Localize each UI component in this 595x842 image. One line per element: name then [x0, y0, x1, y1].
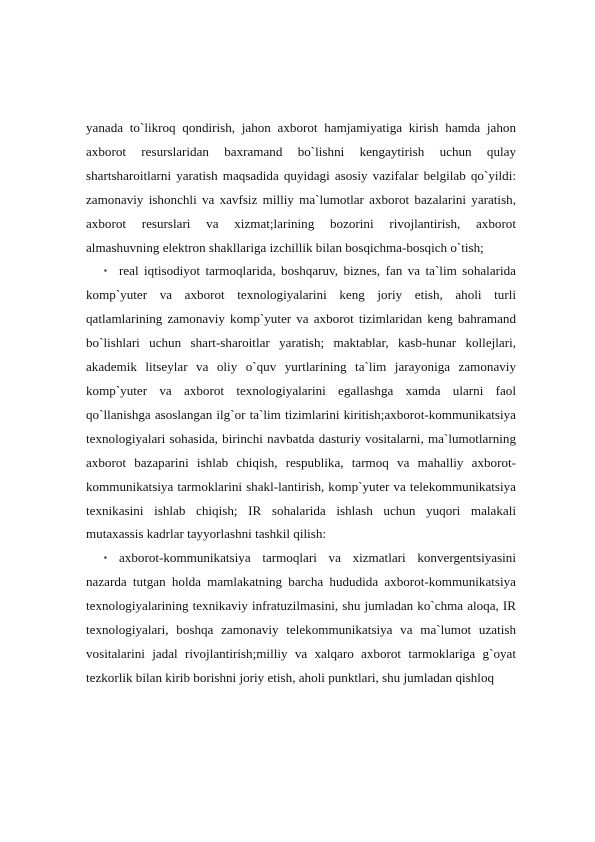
bullet-item-text: axborot-kommunikatsiya tarmoqlari va xizmatlari konvergentsiyasini nazarda tutgan holda mamlakatning barcha hududida axborot-kommunikatsiya texnologiyalarining texnikaviy infratuzilmasini, shu jumladan ko`chma aloqa, IR texnologiyalari, boshqa zamonaviy telekommunikatsiya va ma`lumot uzatish vositalarini jadal rivojlantirish;milliy va xalqaro axborot tarmoklariga g`oyat tezkorlik bilan kirib borishni joriy etish, aholi punktlari, shu jumladan qishloq: [86, 550, 516, 685]
document-page: [86, 116, 516, 690]
square-bullet-icon: ▪: [104, 266, 107, 276]
bullet-item-1: [86, 259, 516, 546]
paragraph-intro: yanada to`likroq qondirish, jahon axborot hamjamiyatiga kirish hamda jahon axborot resurslaridan baxramand bo`lishni kengaytirish uchun qulay shartsharoitlarni yaratish maqsadida quyidagi asosiy vazifalar belgilab qo`yildi: zamonaviy ishonchli va xavfsiz milliy ma`lumotlar axborot bazalarini yaratish, axborot resurslari va xizmat;larining bozorini rivojlantirish, axborot almashuvning elektron shakllariga izchillik bilan bosqichma-bosqich o`tish;: [86, 120, 516, 255]
square-bullet-icon: ▪: [104, 553, 107, 563]
bullet-item-text: real iqtisodiyot tarmoqlarida, boshqaruv, biznes, fan va ta`lim sohalarida komp`yuter va axborot texnologiyalarini keng joriy etish, aholi turli qatlamlarining zamonaviy komp`yuter va axborot tizimlaridan keng bahramand bo`lishlari uchun shart-sharoitlar yaratish; maktablar, kasb-hunar kollejlari, akademik litseylar va oliy o`quv yurtlarining ta`lim jarayoniga zamonaviy komp`yuter va axborot texnologiyalarini egallashga xamda ularni faol qo`llanishga asoslangan ilg`or ta`lim tizimlarini kiritish;axborot-kommunikatsiya texnologiyalari sohasida, birinchi navbatda dasturiy vositalarni, ma`lumotlarning axborot bazaparini ishlab chiqish, respublika, tarmoq va mahalliy axborot-kommunikatsiya tarmoklarini shakl-lantirish, komp`yuter va telekommunikatsiya texnikasini ishlab chiqish; IR sohalarida ishlash uchun yuqori malakali mutaxassis kadrlar tayyorlashni tashkil qilish:: [86, 263, 516, 542]
bullet-item-2: [86, 546, 516, 689]
